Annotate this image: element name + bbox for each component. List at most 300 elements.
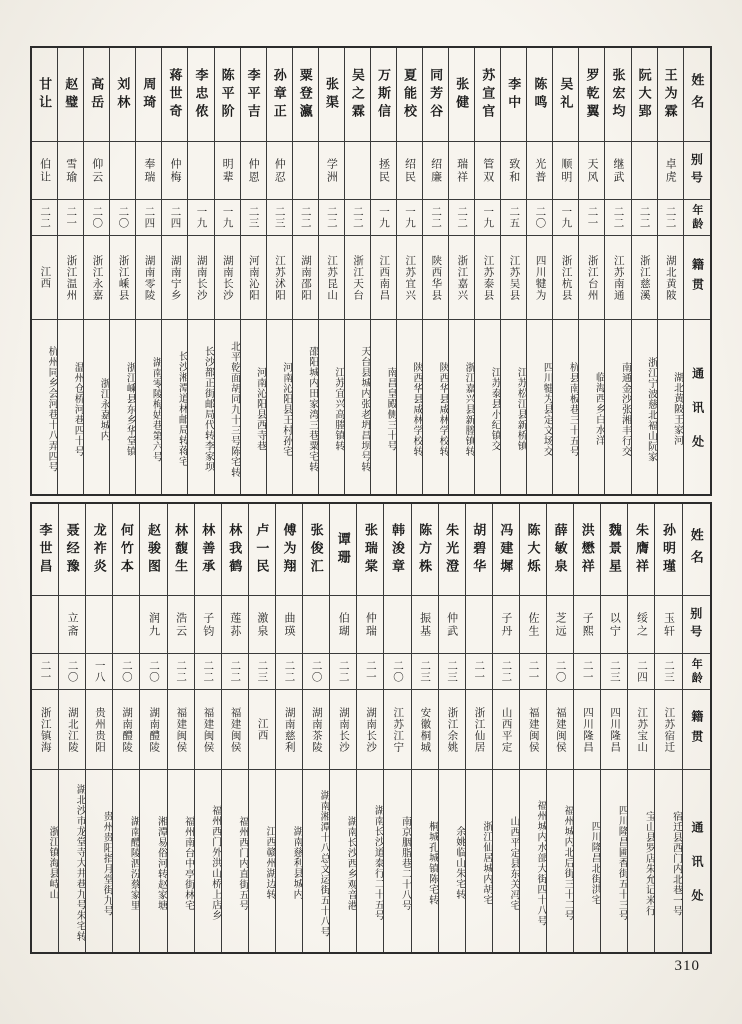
row-header-alias: 别号 <box>684 142 710 200</box>
person-age: 二五 <box>501 200 526 236</box>
person-address: 山西平定县东关冯宅 <box>507 815 519 911</box>
person-address: 浙江永嘉城内 <box>98 377 110 441</box>
person-name: 刘林 <box>110 48 135 142</box>
person-alias <box>303 596 329 654</box>
person-address: 杭州同乡会河巷十八弄四号 <box>46 346 58 472</box>
person-column <box>546 504 573 952</box>
person-address: 浙江嘉兴县新塍镇转 <box>463 361 475 457</box>
row-header-age: 年龄 <box>683 654 710 690</box>
row-header-age: 年龄 <box>684 200 710 236</box>
person-native: 山西平定 <box>493 690 519 770</box>
person-native: 湖北黄陂 <box>658 236 683 320</box>
person-alias: 曲瑛 <box>276 596 302 654</box>
person-native: 浙江嘉兴 <box>449 236 474 320</box>
person-native: 湖南长沙 <box>357 690 383 770</box>
person-column <box>422 48 448 494</box>
person-age: 二〇 <box>384 654 410 690</box>
person-column <box>167 504 194 952</box>
person-column <box>83 48 109 494</box>
person-native: 福建闽侯 <box>547 690 573 770</box>
person-age: 二二 <box>423 200 448 236</box>
person-age: 二〇 <box>140 654 166 690</box>
person-alias: 卓虎 <box>658 142 683 200</box>
person-native: 浙江杭县 <box>553 236 578 320</box>
person-name: 薛敏泉 <box>547 504 573 596</box>
person-address: 浙江宁波慈北褔山阮家 <box>645 356 657 462</box>
person-address: 余姚临山朱宅转 <box>453 826 465 900</box>
person-native: 江西 <box>249 690 275 770</box>
person-alias: 仲梅 <box>162 142 187 200</box>
person-age: 二二 <box>330 654 356 690</box>
person-address: 四川隆昌北街洪宅 <box>589 821 601 905</box>
person-age: 二四 <box>628 654 654 690</box>
person-address: 江西赣州湖边转 <box>263 826 275 900</box>
person-native: 江苏泰县 <box>475 236 500 320</box>
person-address: 江苏泰县小纪镇交 <box>489 367 501 451</box>
person-column <box>411 504 438 952</box>
person-name: 粟登瀛 <box>293 48 318 142</box>
person-alias: 振基 <box>412 596 438 654</box>
person-alias: 仲恩 <box>241 142 266 200</box>
person-age: 二二 <box>658 200 683 236</box>
page-number: 310 <box>674 958 700 974</box>
person-alias: 玉轩 <box>655 596 681 654</box>
person-native: 湖南茶陵 <box>303 690 329 770</box>
person-name: 张瑞棠 <box>357 504 383 596</box>
person-native: 浙江天台 <box>345 236 370 320</box>
row-header-address: 通讯处 <box>690 821 705 923</box>
person-name: 胡碧华 <box>466 504 492 596</box>
person-native: 福建闽侯 <box>195 690 221 770</box>
person-alias: 光普 <box>527 142 552 200</box>
person-name: 苏宣官 <box>475 48 500 142</box>
person-address: 湖南长沙道泰行二十五号 <box>372 805 384 921</box>
person-native: 湖北江陵 <box>59 690 85 770</box>
person-name: 蒋世奇 <box>162 48 187 142</box>
row-header-alias: 别号 <box>683 596 710 654</box>
person-alias <box>113 596 139 654</box>
person-column <box>214 48 240 494</box>
person-native: 江苏南通 <box>605 236 630 320</box>
person-column <box>578 48 604 494</box>
person-name: 陈大烁 <box>520 504 546 596</box>
person-address: 江苏宜兴高塍镇转 <box>332 367 344 451</box>
person-name: 林善承 <box>195 504 221 596</box>
person-address: 杭县南板巷三十五号 <box>567 361 579 457</box>
person-age: 二二 <box>276 654 302 690</box>
person-alias: 伯瑚 <box>330 596 356 654</box>
person-age: 二四 <box>162 200 187 236</box>
person-address: 河南沁阳县王村孙宅 <box>280 361 292 457</box>
person-address: 南昌皇殿侧三十号 <box>384 367 396 451</box>
person-alias: 顺明 <box>553 142 578 200</box>
person-alias: 学洲 <box>319 142 344 200</box>
person-address: 福州南台中亭街林宅 <box>182 815 194 911</box>
person-column <box>318 48 344 494</box>
person-age: 二三 <box>412 654 438 690</box>
person-alias <box>384 596 410 654</box>
person-alias: 伯让 <box>32 142 57 200</box>
person-age: 二一 <box>520 654 546 690</box>
person-alias: 激泉 <box>249 596 275 654</box>
person-native: 福建闽侯 <box>222 690 248 770</box>
person-address: 北平乾面胡同九十三号陈宅转 <box>228 340 240 478</box>
person-name: 万斯信 <box>371 48 396 142</box>
person-name: 同芳谷 <box>423 48 448 142</box>
person-name: 朱膺祥 <box>628 504 654 596</box>
person-address: 陕西华县咸林学校转 <box>411 361 423 457</box>
person-native: 江苏宝山 <box>628 690 654 770</box>
person-name: 陈平阶 <box>215 48 240 142</box>
person-age: 二一 <box>32 654 58 690</box>
person-native: 浙江嵊县 <box>110 236 135 320</box>
person-address: 湖南零陵梅姑巷第六号 <box>150 356 162 462</box>
person-age: 二三 <box>241 200 266 236</box>
person-name: 赵骏图 <box>140 504 166 596</box>
person-address: 江苏松江县新桥镇 <box>515 367 527 451</box>
person-column <box>600 504 627 952</box>
person-address: 四川隆昌圃香街五十三号 <box>616 805 628 921</box>
person-age: 二二 <box>319 200 344 236</box>
person-address: 福州西门内直街五号 <box>236 815 248 911</box>
person-native: 江苏江宁 <box>384 690 410 770</box>
person-address: 长沙湘潭道林邮局转蒋宅 <box>176 351 188 467</box>
person-column <box>370 48 396 494</box>
person-column <box>139 504 166 952</box>
person-name: 林馥生 <box>168 504 194 596</box>
row-header-name: 姓名 <box>684 48 710 142</box>
person-address: 湖北沙市龙堂寺大井巷九号朱宅转 <box>74 784 86 942</box>
person-alias: 仲武 <box>439 596 465 654</box>
person-native: 江西南昌 <box>371 236 396 320</box>
person-column <box>448 48 474 494</box>
person-alias: 浩云 <box>168 596 194 654</box>
person-column <box>109 48 135 494</box>
person-address: 温州仓桥河巷四十号 <box>72 361 84 457</box>
person-age: 二一 <box>579 200 604 236</box>
person-alias: 子丹 <box>493 596 519 654</box>
person-name: 罗乾翼 <box>579 48 604 142</box>
person-name: 冯建墀 <box>493 504 519 596</box>
person-alias <box>632 142 657 200</box>
row-header-column <box>683 48 710 494</box>
person-age: 二〇 <box>547 654 573 690</box>
person-age: 二〇 <box>59 654 85 690</box>
person-column <box>275 504 302 952</box>
person-age: 二一 <box>466 654 492 690</box>
person-name: 孙明瑾 <box>655 504 681 596</box>
person-name: 张渠 <box>319 48 344 142</box>
person-age: 二二 <box>493 654 519 690</box>
person-native: 湖南零陵 <box>136 236 161 320</box>
person-native: 四川隆昌 <box>574 690 600 770</box>
person-column <box>292 48 318 494</box>
person-address: 湖北黄陂王家河 <box>671 372 683 446</box>
person-name: 林我鹤 <box>222 504 248 596</box>
person-address: 宿迁县西门内北巷一号 <box>670 810 682 916</box>
person-column <box>194 504 221 952</box>
row-header-native: 籍贯 <box>684 236 710 320</box>
person-column <box>161 48 187 494</box>
person-name: 吴礼 <box>553 48 578 142</box>
person-column <box>519 504 546 952</box>
person-address: 福州西门外洪山桥上店乡 <box>209 805 221 921</box>
person-age: 二三 <box>439 654 465 690</box>
person-address: 浙江镇海县峙山 <box>47 826 59 900</box>
person-address: 贵州贵阳指月堂街九号 <box>101 810 113 916</box>
person-alias <box>86 596 112 654</box>
person-name: 韩浚章 <box>384 504 410 596</box>
person-column <box>383 504 410 952</box>
person-name: 周琦 <box>136 48 161 142</box>
person-name: 王为霖 <box>658 48 683 142</box>
person-name: 龙祚炎 <box>86 504 112 596</box>
person-address: 陕西华县咸林学校转 <box>437 361 449 457</box>
person-address: 桐城孔城镇陈宅转 <box>426 821 438 905</box>
person-address: 四川犍为县定文场交 <box>541 361 553 457</box>
person-age: 二一 <box>357 654 383 690</box>
person-alias: 仲忍 <box>267 142 292 200</box>
person-column <box>329 504 356 952</box>
person-alias: 仲瑞 <box>357 596 383 654</box>
person-name: 吴之霖 <box>345 48 370 142</box>
person-age: 二二 <box>293 200 318 236</box>
person-alias: 立斋 <box>59 596 85 654</box>
person-alias <box>188 142 213 200</box>
person-address: 浙江嵊县东乡华堂镇 <box>124 361 136 457</box>
person-age: 二三 <box>601 654 627 690</box>
person-name: 傅为翔 <box>276 504 302 596</box>
person-age: 二〇 <box>110 200 135 236</box>
person-age: 二二 <box>222 654 248 690</box>
person-age: 一八 <box>86 654 112 690</box>
person-native: 江西 <box>32 236 57 320</box>
person-column <box>302 504 329 952</box>
person-age: 二〇 <box>303 654 329 690</box>
person-name: 李世昌 <box>32 504 58 596</box>
person-address: 湖南慈利县城内 <box>291 826 303 900</box>
person-age: 一九 <box>397 200 422 236</box>
person-age: 二三 <box>655 654 681 690</box>
person-alias: 天风 <box>579 142 604 200</box>
person-alias: 子熙 <box>574 596 600 654</box>
person-age: 一九 <box>215 200 240 236</box>
person-address: 天台县城内张老坍昌坝号转 <box>358 346 370 472</box>
person-column <box>492 504 519 952</box>
person-column <box>221 504 248 952</box>
person-column <box>248 504 275 952</box>
person-name: 阮大郢 <box>632 48 657 142</box>
person-address: 南通金沙张湘丰行交 <box>619 361 631 457</box>
person-address: 邵阳城内田家湾三巷粟宅转 <box>306 346 318 472</box>
person-age: 二〇 <box>527 200 552 236</box>
person-alias: 管双 <box>475 142 500 200</box>
person-age: 二一 <box>574 654 600 690</box>
person-age: 二〇 <box>84 200 109 236</box>
person-alias: 奉瑞 <box>136 142 161 200</box>
person-name: 聂经豫 <box>59 504 85 596</box>
person-native: 湖南长沙 <box>188 236 213 320</box>
person-native: 福建闽侯 <box>520 690 546 770</box>
person-name: 张俊汇 <box>303 504 329 596</box>
person-age: 二二 <box>195 654 221 690</box>
person-native: 浙江余姚 <box>439 690 465 770</box>
person-column <box>552 48 578 494</box>
person-name: 谭珊 <box>330 504 356 596</box>
person-native: 四川隆昌 <box>601 690 627 770</box>
person-column <box>573 504 600 952</box>
person-name: 孙章正 <box>267 48 292 142</box>
person-address: 宝山县罗店朱允记米行 <box>643 810 655 916</box>
person-alias: 继武 <box>605 142 630 200</box>
person-column <box>112 504 139 952</box>
person-alias: 雪瑜 <box>58 142 83 200</box>
person-name: 魏景星 <box>601 504 627 596</box>
person-alias: 绍民 <box>397 142 422 200</box>
person-column <box>32 504 58 952</box>
person-alias <box>32 596 58 654</box>
person-name: 张宏均 <box>605 48 630 142</box>
person-age: 一九 <box>371 200 396 236</box>
person-address: 福州城内北后街三十二号 <box>562 805 574 921</box>
person-age: 二二 <box>168 654 194 690</box>
person-column <box>85 504 112 952</box>
person-name: 赵璧 <box>58 48 83 142</box>
person-native: 湖南醴陵 <box>140 690 166 770</box>
person-column <box>57 48 83 494</box>
person-column <box>344 48 370 494</box>
person-name: 甘让 <box>32 48 57 142</box>
person-address: 临海西乡白水洋 <box>593 372 605 446</box>
roster-table-bottom <box>30 502 712 954</box>
person-native: 湖南醴陵 <box>113 690 139 770</box>
person-native: 江苏吴县 <box>501 236 526 320</box>
person-column <box>32 48 57 494</box>
person-name: 李中 <box>501 48 526 142</box>
person-column <box>631 48 657 494</box>
person-alias: 莲荪 <box>222 596 248 654</box>
person-column <box>627 504 654 952</box>
person-age: 一九 <box>188 200 213 236</box>
person-name: 洪懋祥 <box>574 504 600 596</box>
person-age: 二二 <box>32 200 57 236</box>
person-native: 浙江台州 <box>579 236 604 320</box>
person-name: 李忠侬 <box>188 48 213 142</box>
person-native: 江苏昆山 <box>319 236 344 320</box>
person-native: 江苏宜兴 <box>397 236 422 320</box>
person-native: 湖南邵阳 <box>293 236 318 320</box>
person-age: 二二 <box>605 200 630 236</box>
roster-table-top <box>30 46 712 496</box>
person-alias: 仰云 <box>84 142 109 200</box>
person-column <box>438 504 465 952</box>
person-alias: 以宁 <box>601 596 627 654</box>
person-native: 江苏沭阳 <box>267 236 292 320</box>
person-column <box>604 48 630 494</box>
person-column <box>474 48 500 494</box>
person-age: 二四 <box>136 200 161 236</box>
person-native: 浙江镇海 <box>32 690 58 770</box>
person-address: 浙江仙居城内胡宅 <box>480 821 492 905</box>
person-column <box>240 48 266 494</box>
person-age: 二二 <box>632 200 657 236</box>
person-age: 一九 <box>553 200 578 236</box>
row-header-name: 姓名 <box>683 504 710 596</box>
person-name: 卢一民 <box>249 504 275 596</box>
person-name: 陈鸣 <box>527 48 552 142</box>
person-column <box>500 48 526 494</box>
person-column <box>654 504 681 952</box>
person-name: 何竹本 <box>113 504 139 596</box>
person-native: 安徽桐城 <box>412 690 438 770</box>
person-address: 湖南湘潭十八总文运街五十八号 <box>318 789 330 937</box>
person-column <box>58 504 85 952</box>
person-column <box>465 504 492 952</box>
person-address: 长沙都正街邮局代转李家坝 <box>202 346 214 472</box>
person-native: 浙江仙居 <box>466 690 492 770</box>
person-name: 李平吉 <box>241 48 266 142</box>
person-alias: 绍廉 <box>423 142 448 200</box>
person-alias: 瑞祥 <box>449 142 474 200</box>
person-name: 朱光澄 <box>439 504 465 596</box>
person-age: 二二 <box>449 200 474 236</box>
person-alias: 佐生 <box>520 596 546 654</box>
person-address: 湖南长沙西乡观音港 <box>345 815 357 911</box>
row-header-address: 通讯处 <box>690 367 705 469</box>
person-address: 湖南醴陵泗汾蔡家里 <box>128 815 140 911</box>
person-native: 浙江慈溪 <box>632 236 657 320</box>
person-native: 湖南宁乡 <box>162 236 187 320</box>
person-address: 河南沁阳县西寺巷 <box>254 367 266 451</box>
person-address: 湘潭易俗河转赵家塘 <box>155 815 167 911</box>
person-alias: 子钧 <box>195 596 221 654</box>
person-age: 二〇 <box>113 654 139 690</box>
person-native: 湖南长沙 <box>215 236 240 320</box>
person-age: 二三 <box>267 200 292 236</box>
person-age: 一九 <box>475 200 500 236</box>
person-native: 陕西华县 <box>423 236 448 320</box>
person-age: 二一 <box>58 200 83 236</box>
person-age: 二二 <box>345 200 370 236</box>
person-alias <box>466 596 492 654</box>
person-native: 江苏宿迁 <box>655 690 681 770</box>
row-header-column <box>682 504 710 952</box>
person-column <box>396 48 422 494</box>
person-native: 四川犍为 <box>527 236 552 320</box>
person-name: 张健 <box>449 48 474 142</box>
person-alias: 芝远 <box>547 596 573 654</box>
person-native: 浙江温州 <box>58 236 83 320</box>
person-column <box>135 48 161 494</box>
person-column <box>266 48 292 494</box>
person-name: 夏能校 <box>397 48 422 142</box>
person-address: 福州城内水部大街四十八号 <box>535 800 547 926</box>
person-alias: 致和 <box>501 142 526 200</box>
person-native: 湖南慈利 <box>276 690 302 770</box>
person-native: 福建闽侯 <box>168 690 194 770</box>
person-alias <box>110 142 135 200</box>
person-native: 河南沁阳 <box>241 236 266 320</box>
person-alias: 明辈 <box>215 142 240 200</box>
person-name: 高岳 <box>84 48 109 142</box>
person-column <box>657 48 683 494</box>
person-column <box>526 48 552 494</box>
person-native: 湖南长沙 <box>330 690 356 770</box>
person-name: 陈方株 <box>412 504 438 596</box>
person-column <box>356 504 383 952</box>
person-native: 贵州贵阳 <box>86 690 112 770</box>
person-column <box>187 48 213 494</box>
